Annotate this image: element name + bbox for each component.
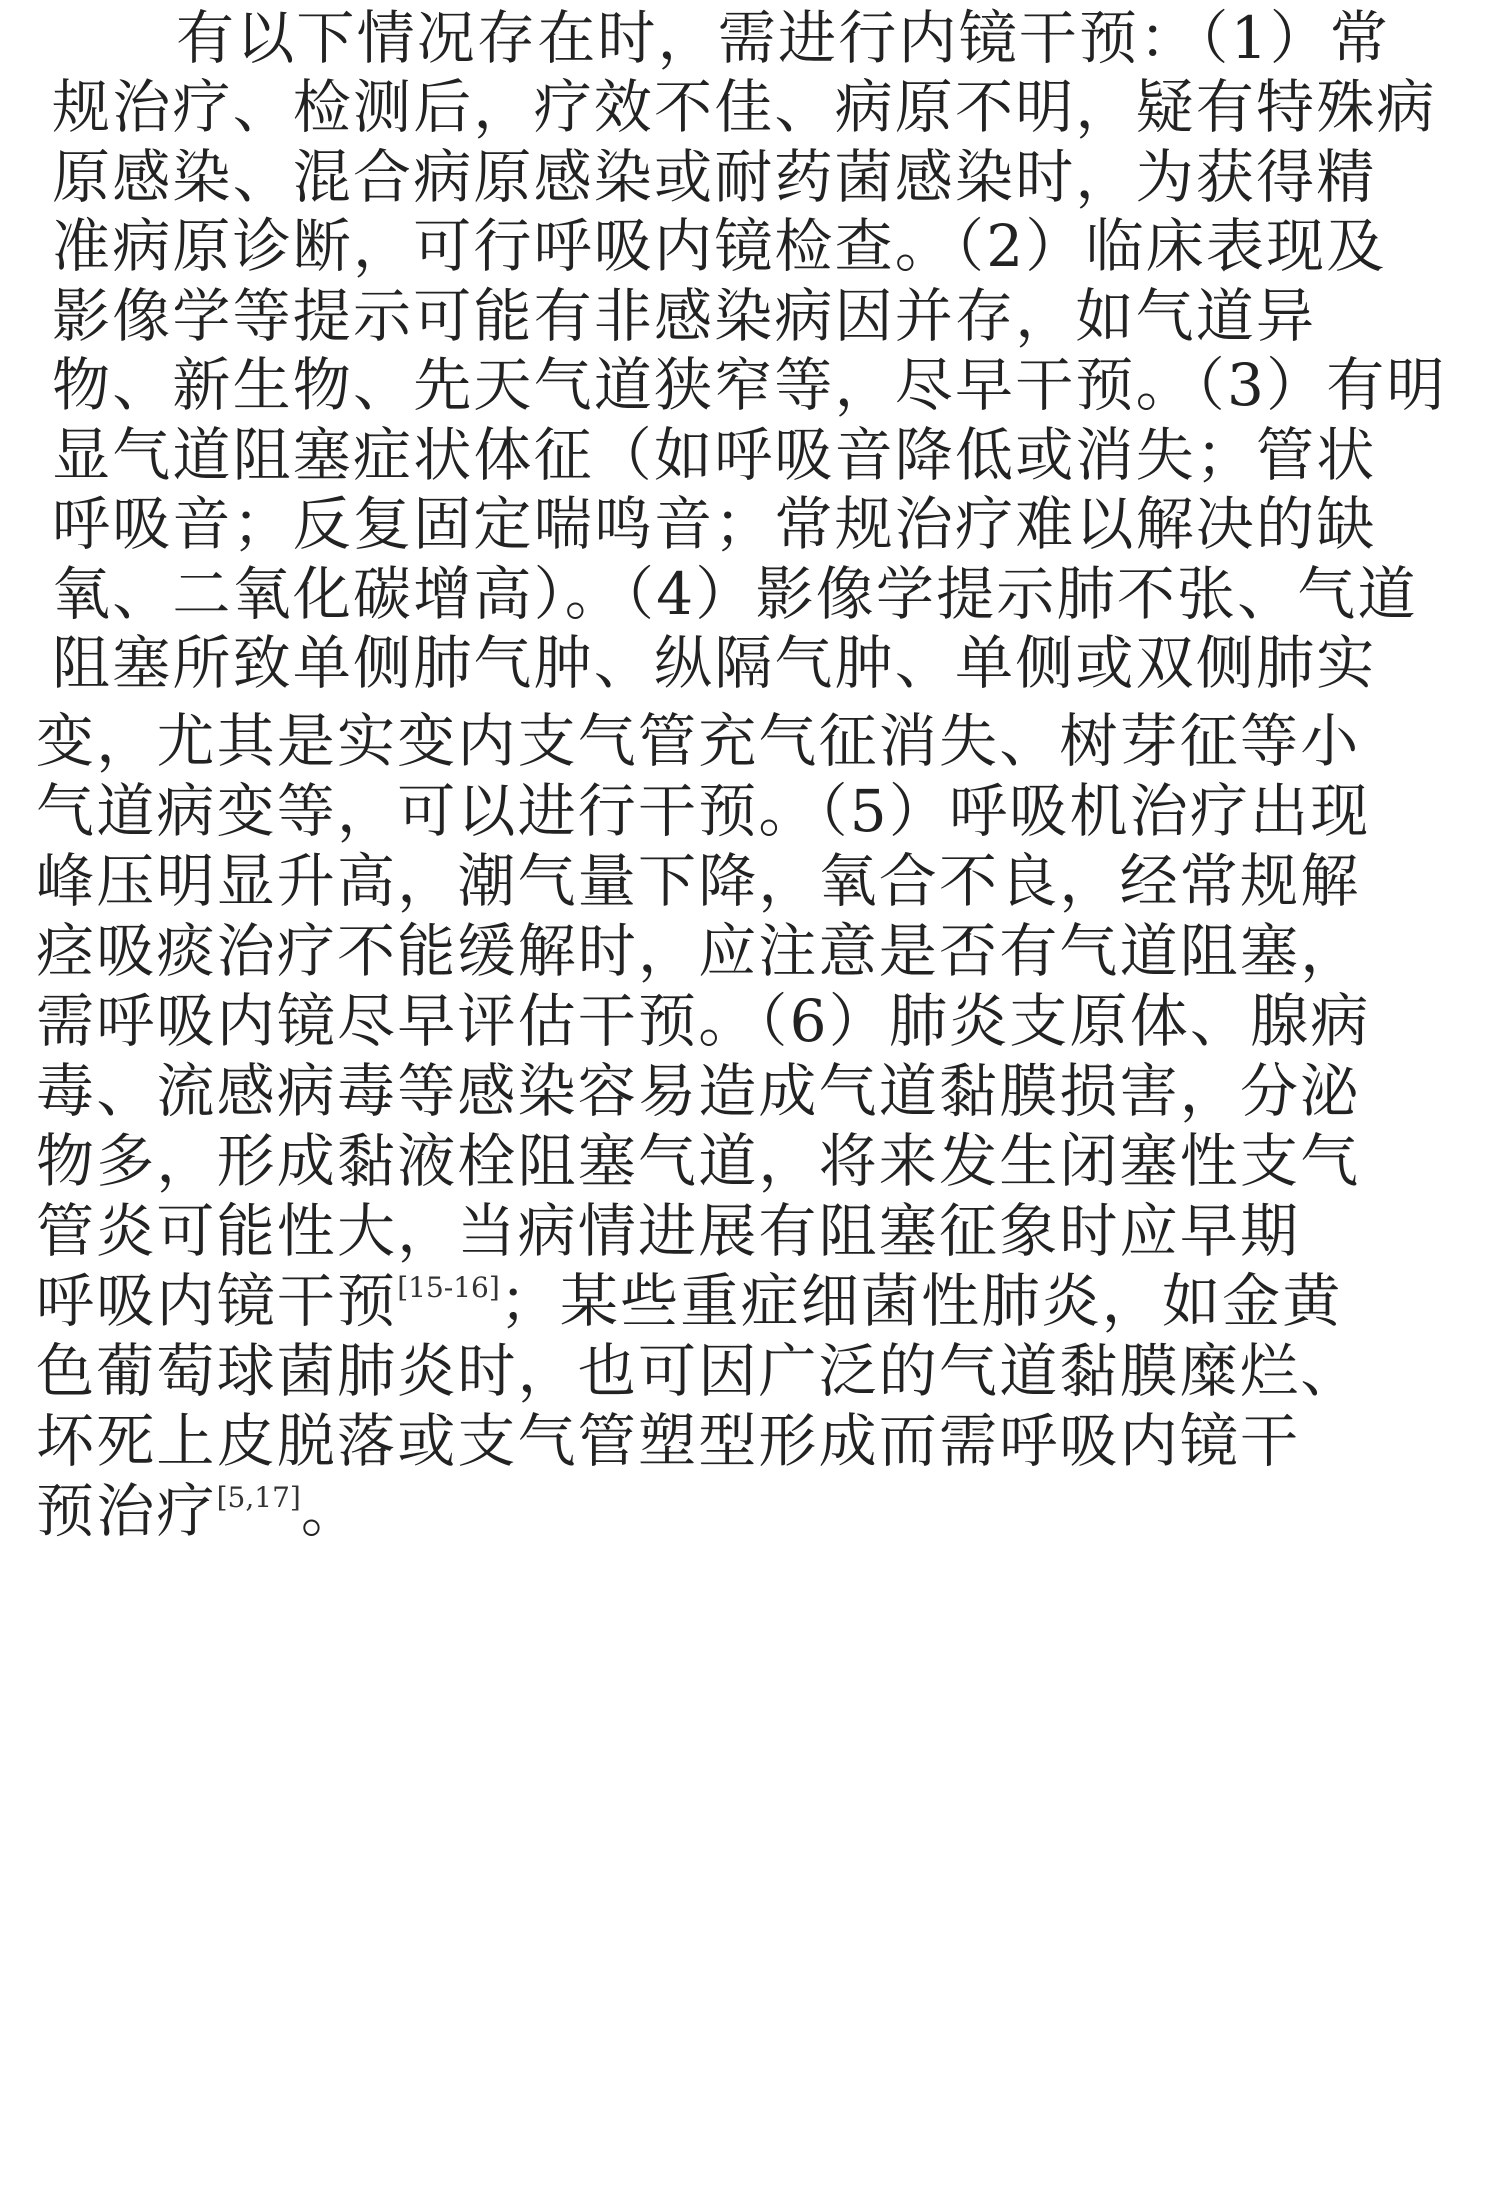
text-line: 氧、二氧化碳增高）。（4）影像学提示肺不张、气道 [52,560,1418,628]
citation-ref: [15-16] [397,1271,500,1304]
citation-ref: [5,17] [216,1481,301,1514]
text-line-with-citation [36,1476,361,1546]
text-line: 显气道阻塞症状体征（如呼吸音降低或消失；管状 [52,421,1377,489]
text-line: 影像学等提示可能有非感染病因并存，如气道异 [52,282,1317,350]
text-line: 坏死上皮脱落或支气管塑型形成而需呼吸内镜干 [36,1407,1301,1475]
text-line: 气道病变等，可以进行干预。（5）呼吸机治疗出现 [36,777,1371,845]
text-line: 需呼吸内镜尽早评估干预。（6）肺炎支原体、腺病 [36,987,1371,1055]
text-line: 阻塞所致单侧肺气肿、纵隔气肿、单侧或双侧肺实 [52,629,1377,697]
text-line: 色葡萄球菌肺炎时，也可因广泛的气道黏膜糜烂、 [36,1337,1361,1405]
text-line-with-citation [36,1266,1343,1336]
text-line: 呼吸音；反复固定喘鸣音；常规治疗难以解决的缺 [52,490,1377,558]
line-text: 。 [300,1477,362,1545]
text-line: 痉吸痰治疗不能缓解时，应注意是否有气道阻塞， [36,917,1361,985]
text-line: 物、新生物、先天气道狭窄等，尽早干预。（3）有明 [52,351,1447,419]
text-line: 有以下情况存在时，需进行内镜干预：（1）常 [176,4,1391,72]
text-line: 变，尤其是实变内支气管充气征消失、树芽征等小 [36,707,1361,775]
text-line: 规治疗、检测后，疗效不佳、病原不明，疑有特殊病 [52,73,1437,141]
line-text: ；某些重症细菌性肺炎，如金黄 [499,1267,1343,1335]
text-line: 管炎可能性大，当病情进展有阻塞征象时应早期 [36,1197,1301,1265]
text-line: 毒、流感病毒等感染容易造成气道黏膜损害，分泌 [36,1057,1361,1125]
line-text: 预治疗 [36,1477,217,1545]
text-line: 原感染、混合病原感染或耐药菌感染时，为获得精 [52,143,1377,211]
line-text: 呼吸内镜干预 [36,1267,398,1335]
text-line: 物多，形成黏液栓阻塞气道，将来发生闭塞性支气 [36,1127,1361,1195]
text-line: 准病原诊断，可行呼吸内镜检查。（2）临床表现及 [52,212,1387,280]
text-line: 峰压明显升高，潮气量下降，氧合不良，经常规解 [36,847,1361,915]
